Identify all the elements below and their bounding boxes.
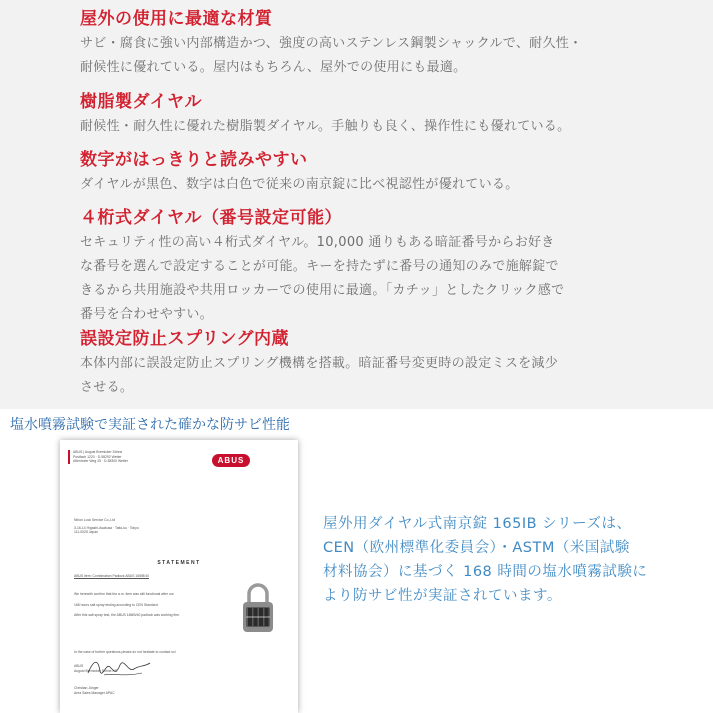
feature-line: 耐候性に優れている。屋内はもちろん、屋外での使用にも最適。 <box>80 60 467 75</box>
sender-line: ABUS <box>74 664 84 668</box>
feature-line: させる。 <box>80 380 134 395</box>
certificate-body-line: We herewith confirm that the a.m. item was still functional after our <box>74 592 174 596</box>
certificate-header-line: Altenhofer Weg 25 · D-58300 Wetter <box>73 459 128 463</box>
certificate-body-line: 168 hours salt spray testing according to CEN Standard. <box>74 602 159 607</box>
description-line: 屋外用ダイヤル式南京錠 165IB シリーズは、 <box>323 516 632 532</box>
feature-line: な番号を選んで設定することが可能。キーを持たずに番号の通知のみで施解錠で <box>80 259 559 274</box>
feature-description <box>80 352 680 400</box>
feature-title: 樹脂製ダイヤル <box>80 92 202 112</box>
feature-line: ダイヤルが黒色、数字は白色で従来の南京錠に比べ視認性が優れている。 <box>80 177 519 192</box>
recipient-line: Nihon Lock Service Co.,Ltd <box>74 518 116 522</box>
handwritten-signature <box>84 655 154 681</box>
sender-line: August Bremicker Söhne KG <box>74 668 118 673</box>
feature-description <box>80 173 680 197</box>
feature-section-spring <box>80 328 680 400</box>
feature-line: 耐候性・耐久性に優れた樹脂製ダイヤル。手触りも良く、操作性にも優れている。 <box>80 119 571 134</box>
certificate-body-line: After this salt spray test, the ABUS 165IB/40 padlock was working fine. <box>74 613 180 617</box>
feature-title: 誤設定防止スプリング内蔵 <box>80 329 289 349</box>
feature-description <box>80 115 680 139</box>
salt-spray-certificate-image <box>60 440 298 713</box>
feature-line: 番号を合わせやすい。 <box>80 307 214 322</box>
feature-description <box>80 32 680 80</box>
feature-title: ４桁式ダイヤル（番号設定可能） <box>80 208 342 228</box>
certificate-statement-title: STATEMENT <box>157 560 201 566</box>
feature-line: サビ・腐食に強い内部構造かつ、強度の高いステンレス鋼製シャックルで、耐久性・ <box>80 36 583 51</box>
certificate-accent-bar <box>68 450 70 464</box>
feature-title: 屋外の使用に最適な材質 <box>80 9 273 29</box>
feature-section-resin-dial <box>80 91 680 139</box>
feature-section-material <box>80 8 680 80</box>
certificate-signer <box>74 686 115 695</box>
description-line: 材料協会）に基づく 168 時間の塩水噴霧試験に <box>323 564 648 580</box>
feature-section-four-digit-dial <box>80 207 680 327</box>
feature-section-readability <box>80 149 680 197</box>
certificate-closing: In the case of further questions please do not hesitate to contact us! <box>74 650 176 654</box>
salt-test-heading: 塩水噴霧試験で実証された確かな防サビ性能 <box>10 417 290 433</box>
signer-line: Area Sales Manager APAC <box>74 690 115 695</box>
certificate-header-line: ABUS | August Bremicker Söhne <box>73 450 123 454</box>
abus-logo: ABUS <box>212 454 250 467</box>
feature-description <box>80 231 680 327</box>
description-line: より防サビ性が実証されています。 <box>323 588 562 604</box>
certificate-header <box>73 450 128 464</box>
certificate-recipient <box>74 518 139 535</box>
recipient-line: 111-0025 Japan <box>74 530 99 534</box>
certificate-body <box>74 592 180 618</box>
feature-line: セキュリティ性の高い４桁式ダイヤル。10,000 通りもある暗証番号からお好き <box>80 235 555 250</box>
certificate-subject: ABUS item: Combination Padlock ABUS 165IB/40 <box>74 574 150 578</box>
feature-title: 数字がはっきりと読みやすい <box>80 150 308 170</box>
signer-line: Christian Jünger <box>74 686 99 690</box>
feature-line: きるから共用施設や共用ロッカーでの使用に最適。「カチッ」としたクリック感で <box>80 283 565 298</box>
feature-line: 本体内部に誤設定防止スプリング機構を搭載。暗証番号変更時の設定ミスを減少 <box>80 356 559 371</box>
padlock-photo <box>240 582 276 634</box>
recipient-line: 3-16-14 Higashi-Asakusa · Taito-ku · Tokyo <box>74 525 139 530</box>
certificate-header-line: Postfach 1220 · D-58292 Wetter <box>73 454 122 459</box>
description-line: CEN（欧州標準化委員会）・ASTM（米国試験 <box>323 540 630 556</box>
salt-test-description <box>323 512 713 608</box>
